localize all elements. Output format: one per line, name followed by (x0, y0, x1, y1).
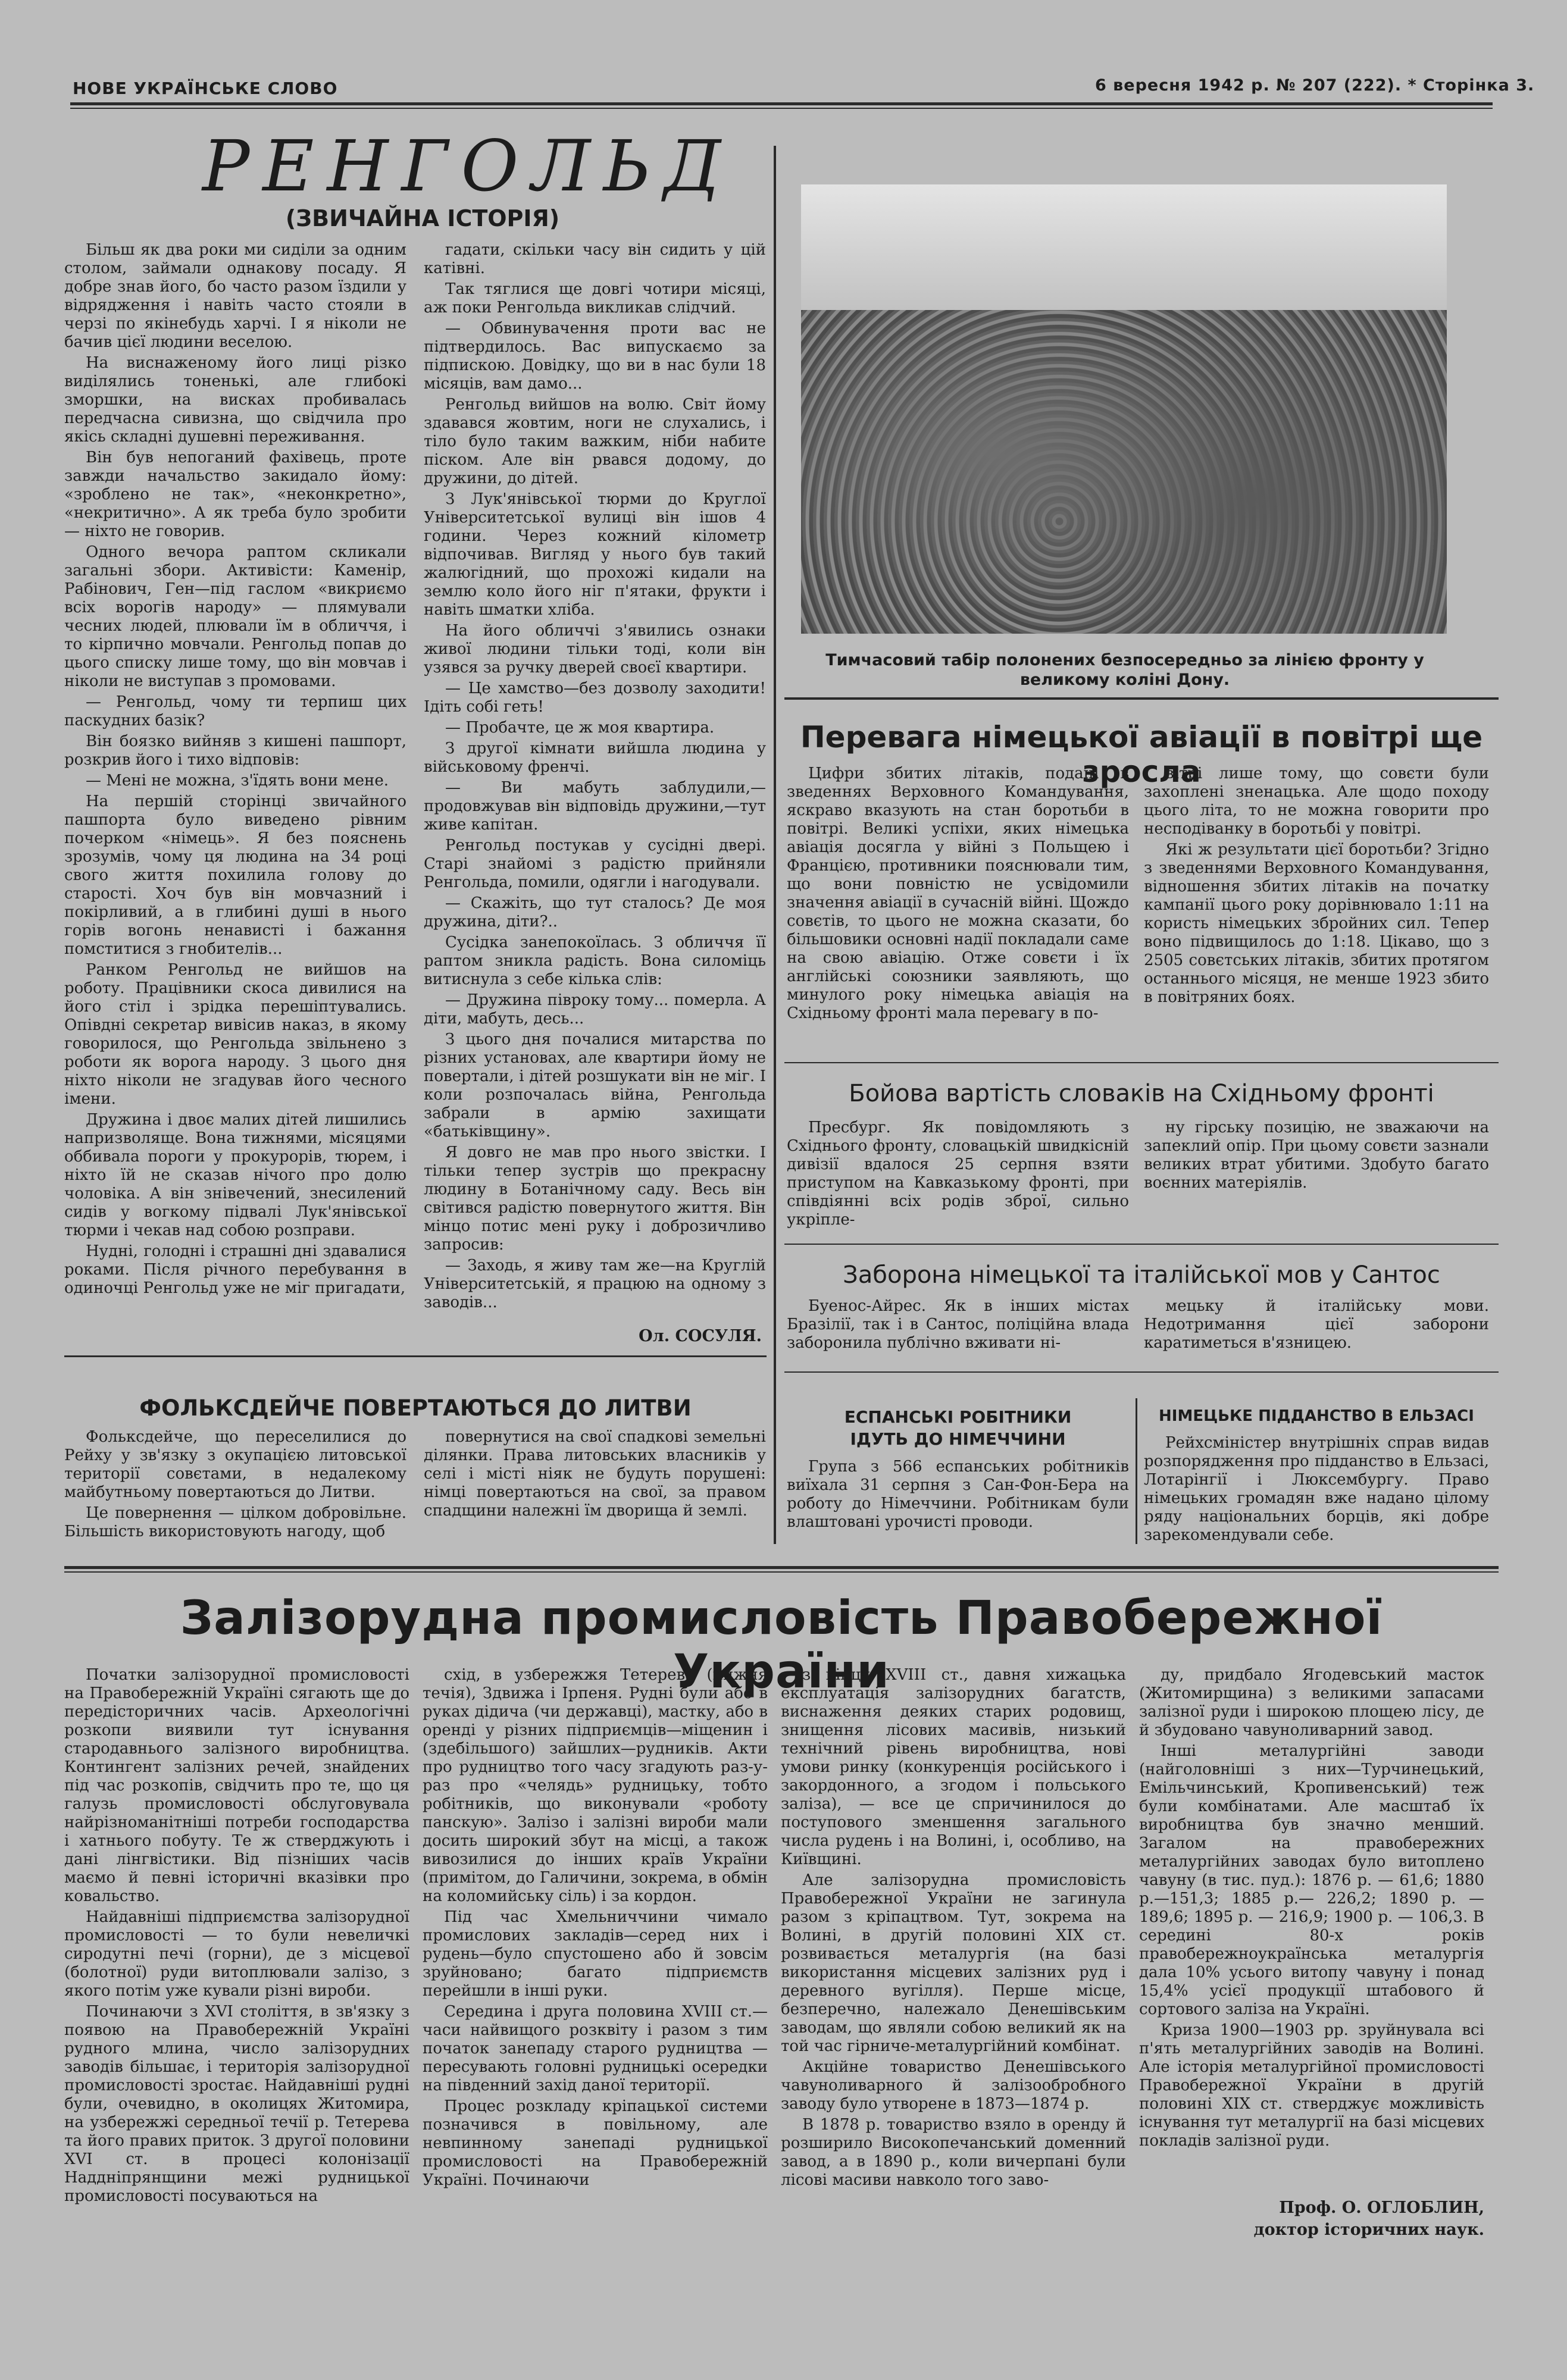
aviation-title: Перевага німецької авіації в повітрі ще зросла (800, 720, 1483, 789)
santos-column-2: мецьку й італійську мови. Недотримання цієї заборони каратиметься в'язницею. (1144, 1297, 1489, 1352)
iron-column-3: з кінця XVIII ст., давня хижацька експлуатація залізорудних багатств, виснаження деяких старих родовищ, знищення лісових масивів, низький технічний рівень виробництва, нові умови ринку (конкуренція російського і закордонного, а згодом і польського заліза), — все це спричинилося до поступового зменшення загального числа рудень і на Волині, і, особливо, на Київщині. Але залізорудна промисловість Правобережної України не загинула разом з кріпацтвом. Тут, зокрема на Волині, в другій половині XIX ст. розвивається металургія (на базі використання місцевих залізних руд і деревного вугілля). Перше місце, безперечно, належало Денешівським заводам, що являли собою великий як на той час гірниче-металургійний комбінат. Акційне товариство Денешівського чавуноливарного й залізообробного заводу було утворене в 1873—1874 р. В 1878 р. товариство взяло в оренду й розширило Високопечанський доменний завод, а в 1890 р., коли вичерпані були лісові масиви навколо того заво- (781, 1666, 1126, 2189)
slovaks-title: Бойова вартість словаків на Східньому фронті (849, 1080, 1434, 1107)
aviation-column-1: Цифри збитих літаків, подані в зведеннях Верховного Командування, яскраво вказують на стан боротьби в повітрі. Великі успіхи, яких німецька авіація досягла у війні з Польщею і Францією, противники пояснювали тим, що вони повністю не усвідомили значення авіації в сучасній війні. Щождо совєтів, то цього не можна сказати, бо більшовики основні надії покладали саме на свою авіацію. Отже совєти і їх англійські союзники заявляють, що минулого року німецька авіація на Східньому фронті мала перевагу в по- (787, 765, 1129, 1022)
mid-page-rule-thin (64, 1571, 1499, 1573)
spanish-alsace-separator (1136, 1398, 1137, 1544)
slovaks-rule (784, 1244, 1499, 1245)
header-rule-thin (70, 108, 1493, 109)
iron-column-1: Початки залізорудної промисловості на Правобережній Україні сягають ще до передісторичних часів. Археологічні розкопи виявили тут існування стародавнього залізного виробництва. Контингент залізних речей, знайдених під час розкопів, свідчить про те, що ця галузь промисловості обслуговувала найрізноманітніші потреби господарства і хатнього побуту. Те ж стверджують і дані лінгвістики. Від пізніших часів маємо й певні історичні вказівки про ковальство. Найдавніші підприємства залізорудної промисловості — то були невеличкі сиродутні печі (горни), де з місцевої (болотної) руди витоплювали залізо, з якого потім уже кували різні вироби. Починаючи з XVI століття, в зв'язку з появою на Правобережній Україні рудного млина, число залізорудних заводів більшає, і територія залізорудної промисловості зростає. Найдавніші рудні були, очевидно, в околицях Житомира, на узбережжі середньої течії р. Тетерева та його правих приток. З другої половини XVI ст. в процесі колонізації Наддніпрянщини межі рудницької промисловості посуваються на (64, 1666, 409, 2205)
santos-title: Заборона німецької та італійської мов у Сантос (843, 1261, 1440, 1289)
santos-column-1: Буенос-Айрес. Як в інших містах Бразілії, так і в Сантос, поліційна влада заборонила публічно вживати ні- (787, 1297, 1129, 1352)
spanish-title-2: ІДУТЬ ДО НІМЕЧЧИНИ (850, 1429, 1066, 1449)
alsace-title: НІМЕЦЬКЕ ПІДДАНСТВО В ЕЛЬЗАСІ (1159, 1407, 1474, 1425)
slovaks-column-2: ну гірську позицію, не зважаючи на запеклий опір. При цьому совєти зазнали великих втрат убитими. Здобуто багато воєнних матеріялів. (1144, 1119, 1489, 1192)
prisoner-camp-photo (801, 184, 1447, 634)
iron-author-name: Проф. О. ОГЛОБЛИН, (1279, 2199, 1484, 2217)
spanish-text: Група з 566 еспанських робітників виїхала 31 серпня з Сан-Фон-Бера на роботу до Німеччини. Робітникам були влаштовані урочисті проводи. (787, 1458, 1129, 1531)
photo-caption: Тимчасовий табір полонених безпосередньо за лінією фронту у великому коліні Дону. (825, 651, 1424, 689)
santos-rule (784, 1371, 1499, 1373)
folks-column-2: повернутися на свої спадкові земельні ділянки. Права литовських власників у селі і місті ніяк не будуть порушені: німці повертаються на свої, за правом спадщини належні їм дворища й землі. (424, 1428, 766, 1520)
folks-column-1: Фольксдейче, що переселилися до Рейху у зв'язку з окупацією литовської території совєтами, в недалекому майбутньому повертаються до Литви. Це повернення — цілком добровільне. Більшість використовують нагоду, щоб (64, 1428, 406, 1540)
aviation-column-2: вітрі лише тому, що совєти були захоплені зненацька. Але щодо походу цього літа, то не можна говорити про несподіванку в боротьбі у повітрі. Які ж результати цієї боротьби? Згідно з зведеннями Верховного Командування, відношення збитих літаків на початку кампанії цього року дорівнювало 1:11 на користь німецьких збройних сил. Тепер воно підвищилось до 1:18. Цікаво, що з 2505 совєтських літаків, збитих протягом останнього місяця, не менше 1923 збито в повітряних боях. (1144, 765, 1489, 1006)
iron-author-title: доктор історичних наук. (1253, 2221, 1484, 2239)
iron-title: Залізорудна промисловість Правобережної України (180, 1592, 1383, 1699)
rengold-author: Ол. СОСУЛЯ. (639, 1327, 762, 1345)
header-rule (70, 102, 1493, 105)
aviation-rule (784, 1062, 1499, 1063)
slovaks-column-1: Пресбург. Як повідомляють з Східнього фронту, словацькій швидкісній дивізії вдалося 25 серпня взяти приступом на Кавказькому фронті, при співдіянні всіх родів зброї, сильно укріпле- (787, 1119, 1129, 1229)
issue-date: 6 вересня 1942 р. № 207 (222). * Сторінка 3. (1095, 76, 1535, 95)
spanish-title-1: ЕСПАНСЬКІ РОБІТНИКИ (844, 1407, 1072, 1427)
rengold-bottom-rule (64, 1355, 767, 1357)
column-separator (774, 146, 776, 1544)
folks-title: ФОЛЬКСДЕЙЧЕ ПОВЕРТАЮТЬСЯ ДО ЛИТВИ (139, 1395, 692, 1421)
iron-column-2: схід, в узбережжя Тетерева (нижня течія), Здвижа і Ірпеня. Рудні були або в руках дідича (чи державці), мастку, або в оренді у різних підприємців—міщенин і (здебільшого) зайшлих—рудників. Акти про рудництво того часу згадують раз-у-раз про «челядь» рудницьку, тобто робітників, що виконували «роботу панскую». Залізо і залізні вироби мали досить широкий збут на місці, а також вивозилися до інших країв України (примітом, до Галичини, зокрема, в обмін на коломийську сіль) і за кордон. Під час Хмельниччини чимало промислових закладів—серед них і рудень—було спустошено або й зовсім зруйновано; багато підприємств перейшли в інші руки. Середина і друга половина XVIII ст.—часи найвищого розквіту і разом з тим початок занепаду старого рудництва — пересувають головні рудницькі осередки на південний захід даної території. Процес розкладу кріпацької системи позначився в повільному, але невпинному занепаді рудницької промисловості на Правобережній Україні. Починаючи (423, 1666, 768, 2189)
rengold-column-1: Більш як два роки ми сиділи за одним столом, займали однакову посаду. Я добре знав його, бо часто разом їздили у відрядження і навіть часто стояли в черзі по якінебудь харчі. І я ніколи не бачив цієї людини веселою. На виснаженому його лиці різко виділялись тоненькі, але глибокі зморшки, на висках пробивалась передчасна сивизна, що свідчила про якісь складні душевні переживання. Він був непоганий фахівець, проте завжди начальство закидало йому: «зроблено не так», «неконкретно», «некритично». А як треба було зробити — ніхто не говорив. Одного вечора раптом скликали загальні збори. Активісти: Каменір, Рабінович, Ген—під гаслом «викриємо всіх ворогів народу» — плямували чесних людей, плювали їм в обличчя, і то кірпично мовчали. Ренгольд попав до цього списку лише тому, що він мовчав і ніколи не виступав з промовами. — Ренгольд, чому ти терпиш цих паскудних базік? Він боязко вийняв з кишені пашпорт, розкрив його і тихо відповів: — Мені не можна, з'їдять вони мене. На першій сторінці звичайного пашпорта було виведено рівним почерком «німець». Я без пояснень зрозумів, чому ця людина на 34 році свого життя похилила голову до старості. Хоч був він мовчазний і покірливий, а в глибині душі в нього горів вогонь ненависті і бажання помститися з гнобителів... Ранком Ренгольд не вийшов на роботу. Працівники скоса дивилися на його стіл і зрідка перешіптувались. Опівдні секретар вивісив наказ, в якому говорилося, що Ренгольда звільнено з роботи як ворога народу. З цього дня ніхто ніколи не згадував його чесного імени. Дружина і двоє малих дітей лишились напризволяще. Вона тижнями, місяцями оббивала пороги у прокурорів, тюрем, і ніхто їй не сказав нічого про долю чоловіка. А він знівечений, знесилений сидів у вогкому підвалі Лук'янівської тюрми і чекав над собою розправи. Нудні, голодні і страшні дні здавалися роками. Після річного перебування в одиночці Ренгольд уже не міг пригадати, (64, 241, 406, 1297)
iron-column-4: ду, придбало Ягодевський масток (Житомирщина) з великими запасами залізної руди і широкою площею лісу, де й збудовано чавуноливарний завод. Інші металургійні заводи (найголовніші з них—Турчинецький, Емільчинський, Кропивенський) теж були комбінатами. Але масштаб їх виробництва був значно менший. Загалом на правобережних металургійних заводах було витоплено чавуну (в тис. пуд.): 1876 р. — 61,6; 1880 р.—151,3; 1885 р.— 226,2; 1890 р. — 189,6; 1895 р. — 216,9; 1900 р. — 106,3. В середині 80-х років правобережноукраїнська металургія дала 10% усього витопу чавуну і понад 15,4% усієї продукції штабового й сортового заліза на Україні. Криза 1900—1903 рр. зруйнувала всі п'ять металургійних заводів на Волині. Але історія металургійної промисловості Правобережної України в другій половині XIX ст. стверджує можливість існування тут металургії на базі місцевих покладів залізної руди. (1139, 1666, 1484, 2150)
newspaper-name: НОВЕ УКРАЇНСЬКЕ СЛОВО (73, 79, 338, 98)
rengold-title: РЕНГОЛЬД (202, 125, 734, 207)
rengold-column-2: гадати, скільки часу він сидить у цій катівні. Так тяглися ще довгі чотири місяці, аж поки Ренгольда викликав слідчий. — Обвинувачення проти вас не підтвердилось. Вас випускаємо за підпискою. Довідку, що ви в нас були 18 місяців, вам дамо... Ренгольд вийшов на волю. Світ йому здавався жовтим, ноги не слухались, і тіло було таким важким, ніби набите піском. Але він рвався додому, до дружини, до дітей. З Лук'янівської тюрми до Круглої Університетської вулиці він ішов 4 години. Через кожний кілометр відпочивав. Вигляд у нього був такий жалюгідний, що прохожі кидали на землю коло його ніг п'ятаки, фрукти і навіть шматки хліба. На його обличчі з'явились ознаки живої людини тільки тоді, коли він узявся за ручку дверей своєї квартири. — Це хамство—без дозволу заходити! Ідіть собі геть! — Пробачте, це ж моя квартира. З другої кімнати вийшла людина у військовому френчі. — Ви мабуть заблудили,—продовжував він відповідь дружини,—тут живе капітан. Ренгольд постукав у сусідні двері. Старі знайомі з радістю прийняли Ренгольда, помили, одягли і нагодували. — Скажіть, що тут сталось? Де моя дружина, діти?.. Сусідка занепокоїлась. З обличчя її раптом зникла радість. Вона силоміць витиснула з себе кілька слів: — Дружина півроку тому... померла. А діти, мабуть, десь... З цього дня почалися митарства по різних установах, але квартири йому не повертали, і дітей розшукати він не міг. І коли розпочалась війна, Ренгольда забрали в армію захищати «батьківщину». Я довго не мав про нього звістки. І тільки тепер зустрів що прекрасну людину в Ботанічному саду. Весь він світився радістю повернутого життя. Він мінцо потис мені руку і доброзичливо запросив: — Заходь, я живу там же—на Круглій Університетській, я працюю на одному з заводів... (424, 241, 766, 1311)
photo-rule (784, 697, 1499, 700)
alsace-text: Рейхсміністер внутрішніх справ видав розпорядження про підданство в Ельзасі, Лотарінгії і Люксембургу. Право німецьких громадян вже надано цілому ряду національних борців, які добре зарекомендували себе. (1144, 1434, 1489, 1544)
mid-page-rule (64, 1566, 1499, 1569)
rengold-subtitle: (ЗВИЧАЙНА ІСТОРІЯ) (285, 205, 560, 231)
